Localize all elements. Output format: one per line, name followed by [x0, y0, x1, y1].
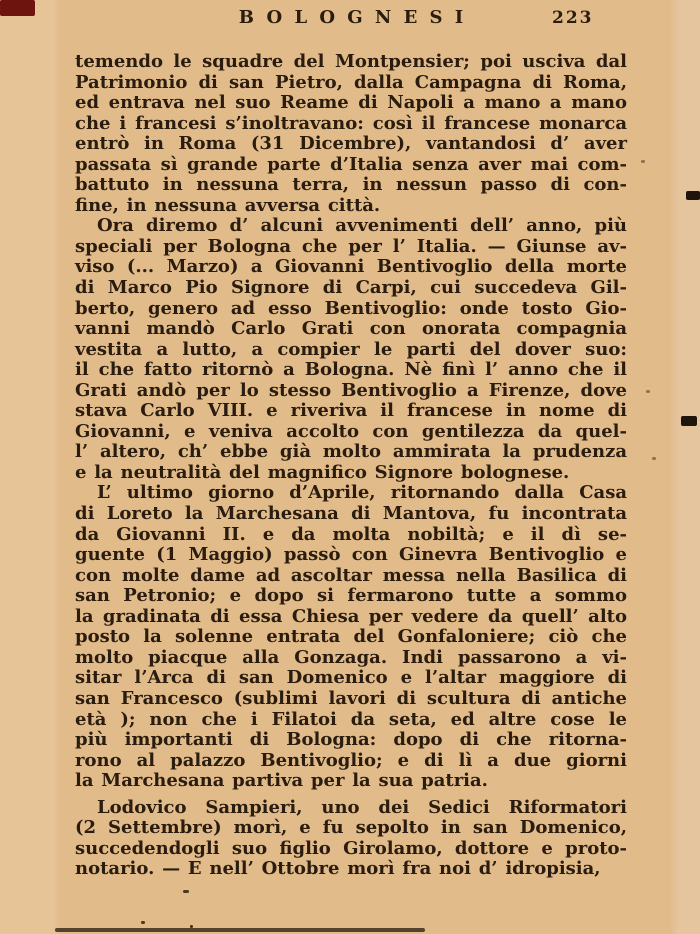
right-edge-mark: [681, 416, 697, 426]
text-line: più importanti di Bologna: dopo di che ritorna-: [75, 729, 627, 751]
text-lines: [75, 52, 627, 880]
text-line: Giovanni, e veniva accolto con gentilezza da quel-: [75, 420, 627, 442]
text-line: Ora diremo d’ alcuni avvenimenti dell’ anno, più: [97, 215, 627, 237]
ink-speck: [646, 390, 650, 393]
text-line: stava Carlo VIII. e riveriva il francese in nome di: [75, 400, 627, 422]
text-line: e la neutralità del magnifico Signore bolognese.: [75, 461, 570, 483]
corner-ink-block: [0, 0, 35, 16]
text-line: entrò in Roma (31 Dicembre), vantandosi d’ aver: [75, 133, 627, 155]
ink-speck: [183, 890, 189, 893]
text-line: età ); non che i Filatoi da seta, ed altre cose le: [75, 708, 627, 730]
text-line: passata sì grande parte d’Italia senza aver mai com-: [75, 153, 627, 175]
ink-speck: [641, 160, 645, 163]
text-line: da Giovanni II. e da molta nobiltà; e il dì se-: [75, 523, 627, 545]
running-header-title: BOLOGNESI: [238, 7, 476, 28]
text-line: (2 Settembre) morì, e fu sepolto in san Domenico,: [75, 817, 627, 839]
page-number: 223: [552, 8, 594, 28]
text-line: l’ altero, ch’ ebbe già molto ammirata la prudenza: [75, 441, 627, 463]
text-line: succedendogli suo figlio Girolamo, dottore e proto-: [75, 837, 627, 859]
ink-speck: [652, 457, 656, 460]
text-line: temendo le squadre del Montpensier; poi usciva dal: [75, 51, 627, 72]
text-line: la gradinata di essa Chiesa per vedere da quell’ alto: [75, 605, 627, 627]
text-line: berto, genero ad esso Bentivoglio: onde tosto Gio-: [75, 297, 627, 319]
text-line: san Francesco (sublimi lavori di scultura di antiche: [75, 687, 627, 709]
right-edge-mark: [686, 191, 700, 200]
text-line: Patrimonio di san Pietro, dalla Campagna di Roma,: [75, 71, 627, 93]
text-line: L’ ultimo giorno d’Aprile, ritornando dalla Casa: [97, 482, 627, 504]
text-line: viso (... Marzo) a Giovanni Bentivoglio della morte: [75, 256, 627, 278]
text-line: rono al palazzo Bentivoglio; e di lì a due giorni: [75, 749, 627, 771]
text-line: molto piacque alla Gonzaga. Indi passarono a vi-: [75, 646, 627, 668]
text-line: la Marchesana partiva per la sua patria.: [75, 770, 488, 792]
text-line: battuto in nessuna terra, in nessun passo di con-: [75, 174, 627, 196]
text-line: speciali per Bologna che per l’ Italia. — Giunse av-: [75, 235, 627, 257]
text-line: di Loreto la Marchesana di Mantova, fu incontrata: [75, 503, 627, 525]
text-line: Grati andò per lo stesso Bentivoglio a Firenze, dove: [75, 379, 627, 401]
text-line: sitar l’Arca di san Domenico e l’altar maggiore di: [75, 667, 627, 689]
text-line: guente (1 Maggio) passò con Ginevra Bentivoglio e: [75, 544, 627, 566]
bottom-edge-bar: [55, 928, 425, 932]
ink-speck: [190, 925, 193, 928]
text-line: notario. — E nell’ Ottobre morì fra noi d’ idropisia,: [75, 858, 601, 880]
text-line: san Petronio; e dopo si fermarono tutte a sommo: [75, 585, 627, 607]
text-line: che i francesi s’inoltravano: così il francese monarca: [75, 112, 627, 134]
text-line: vestita a lutto, a compier le parti del dover suo:: [75, 338, 627, 360]
text-line: ed entrava nel suo Reame di Napoli a mano a mano: [75, 92, 627, 114]
text-line: con molte dame ad ascoltar messa nella Basilica di: [75, 564, 627, 586]
text-line: vanni mandò Carlo Grati con onorata compagnia: [75, 318, 627, 340]
text-line: Lodovico Sampieri, uno dei Sedici Riformatori: [97, 796, 627, 818]
text-line: fine, in nessuna avversa città.: [75, 194, 381, 216]
ink-speck: [141, 921, 145, 924]
text-line: posto la solenne entrata del Gonfaloniere; ciò che: [75, 626, 627, 648]
text-line: il che fatto ritornò a Bologna. Nè finì l’ anno che il: [75, 359, 627, 381]
text-line: di Marco Pio Signore di Carpi, cui succedeva Gil-: [75, 277, 627, 299]
